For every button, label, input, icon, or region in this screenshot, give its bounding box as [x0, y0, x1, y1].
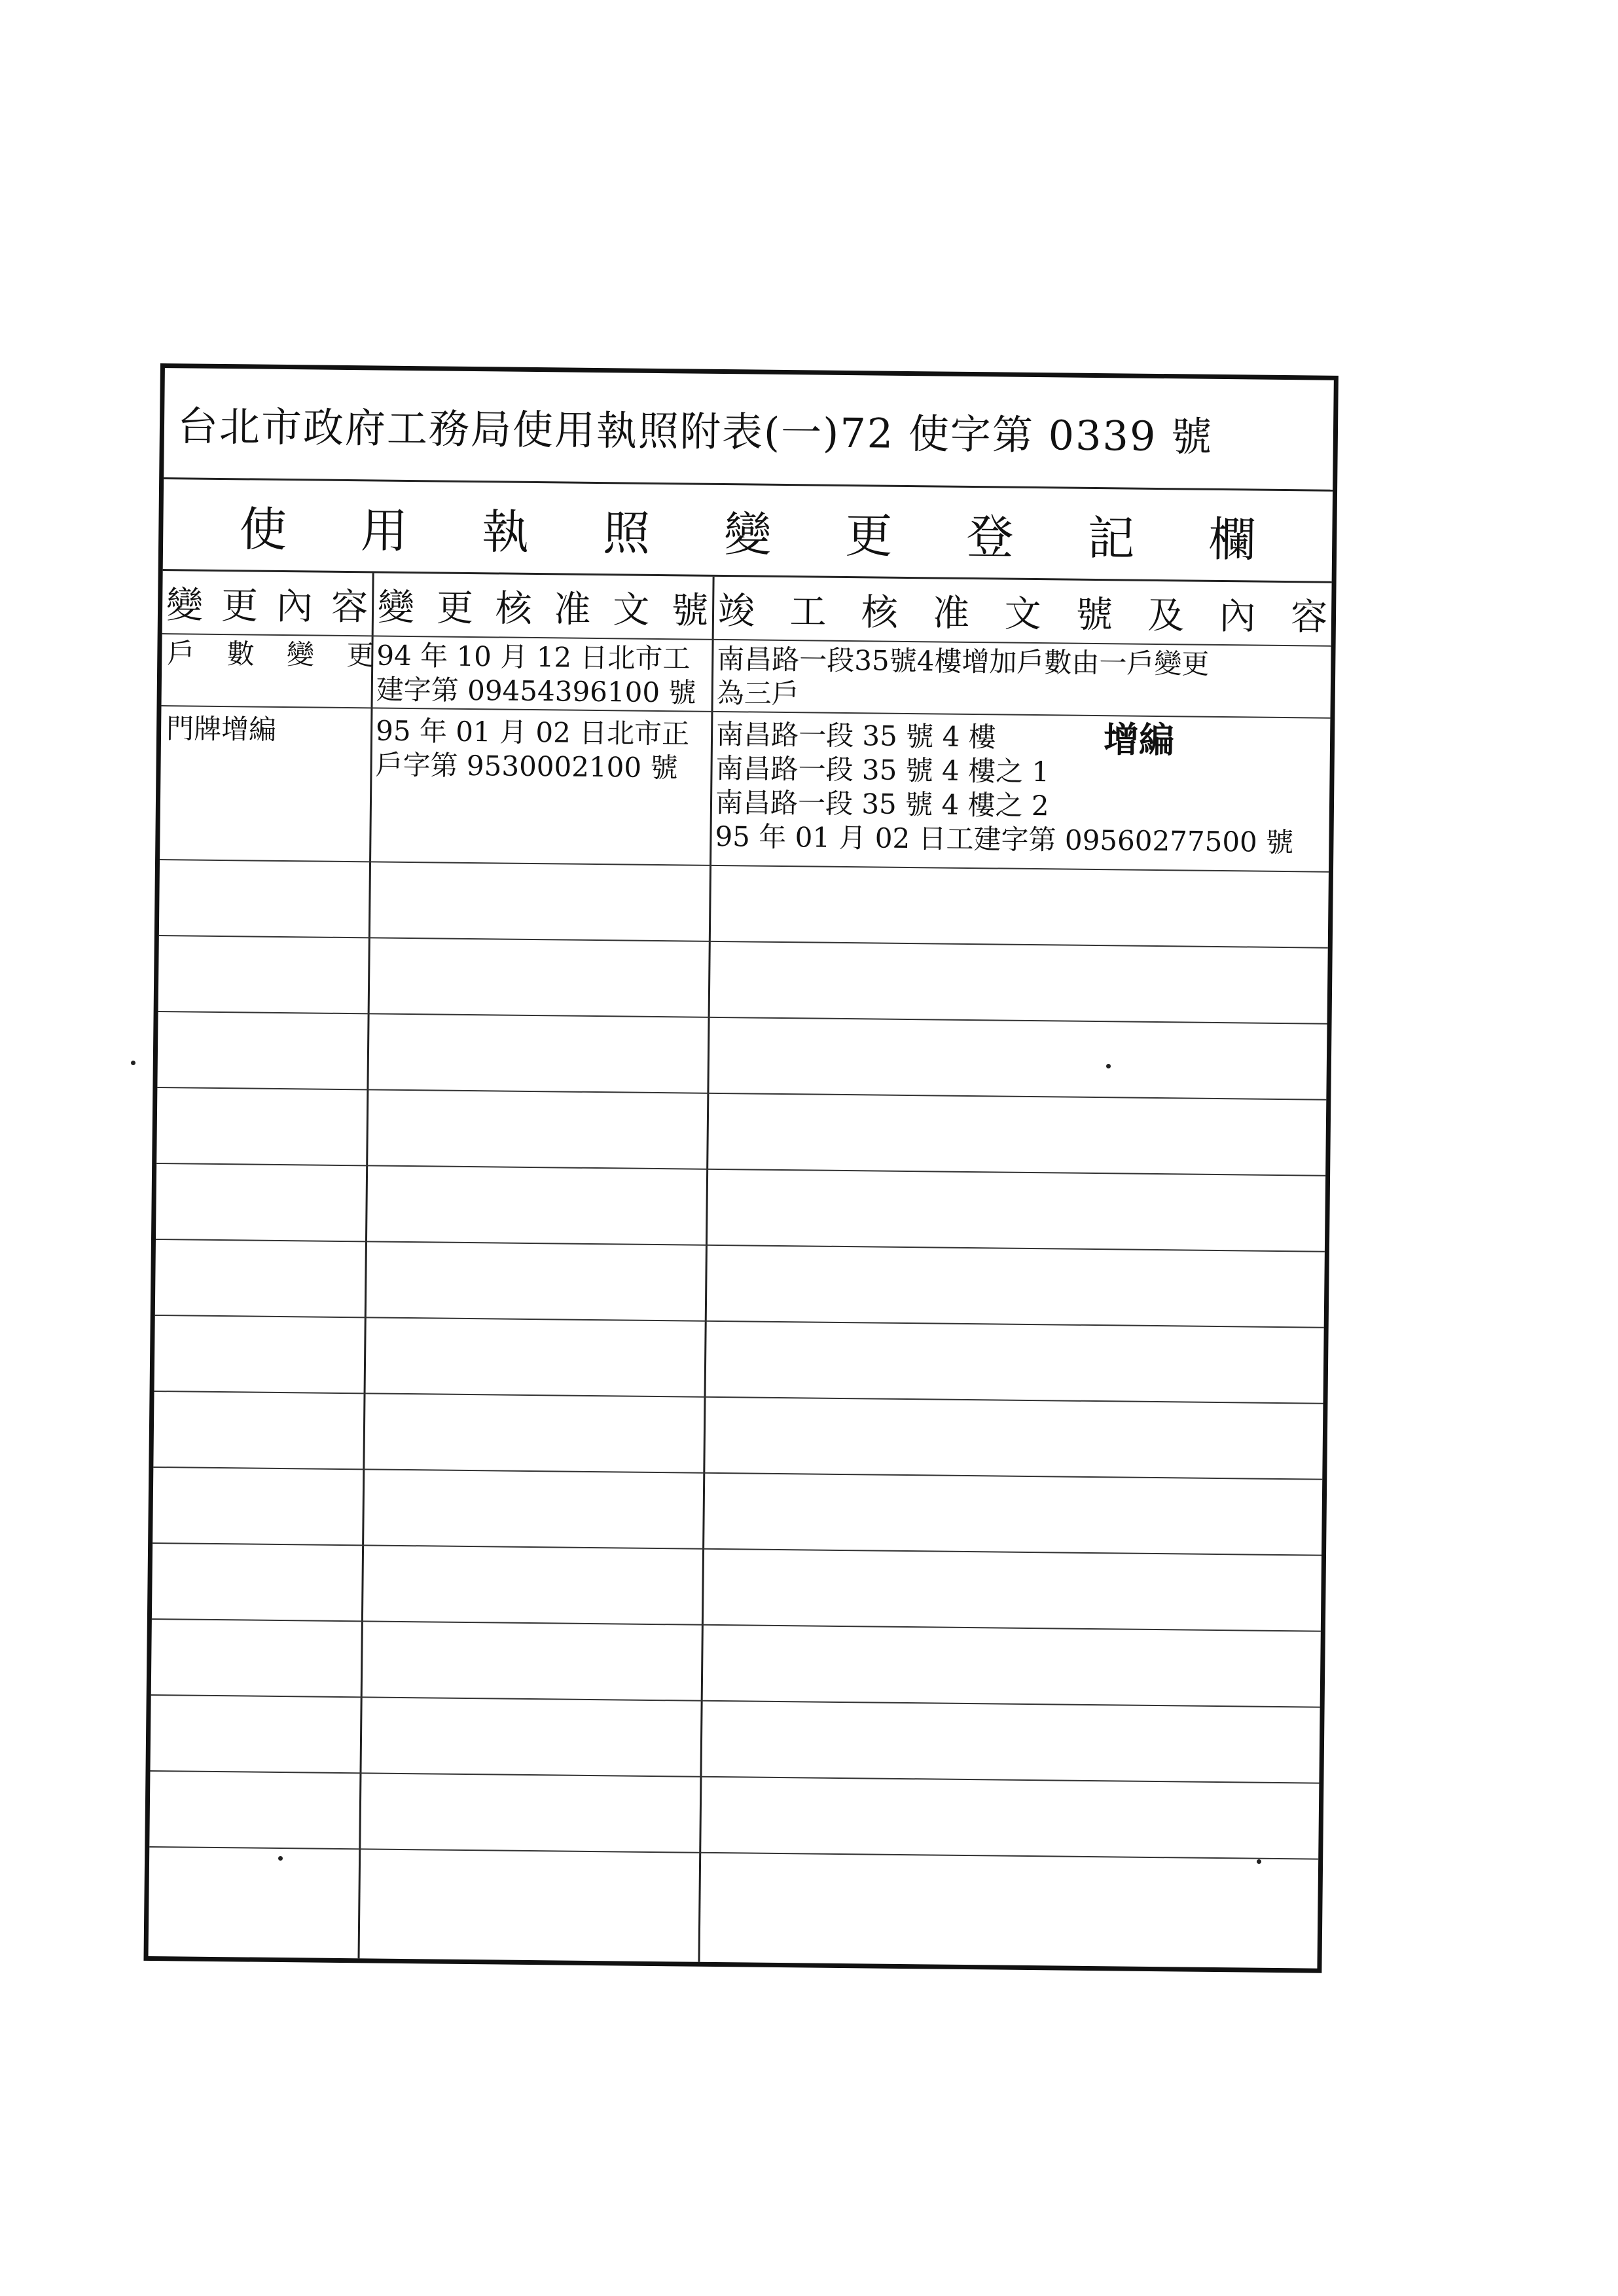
header-completion-details	[714, 577, 1332, 646]
row-divider	[154, 1391, 1323, 1404]
text-line: 94 年 10 月 12 日北市工	[376, 639, 691, 675]
header-char: 號	[671, 589, 709, 632]
text-line: 戶字第 9530002100 號	[375, 748, 678, 784]
section-heading-char: 照	[602, 505, 651, 561]
header-char: 變	[166, 583, 204, 627]
change-record-grid	[149, 571, 1332, 1969]
row1-details	[716, 642, 1209, 716]
column-divider	[698, 577, 714, 1962]
row-divider	[155, 1315, 1324, 1328]
row-divider	[152, 1618, 1321, 1632]
text-line: 南昌路一段35號4樓增加戶數由一戶變更	[717, 642, 1210, 680]
row-divider	[156, 1163, 1325, 1176]
row-divider	[158, 1011, 1327, 1025]
row-divider	[159, 935, 1328, 949]
section-heading-char: 更	[844, 507, 893, 564]
document-title-row	[164, 368, 1334, 492]
header-char: 更	[221, 584, 259, 628]
row-divider	[153, 1467, 1322, 1480]
text-line: 95 年 01 月 02 日工建字第 09560277500 號	[715, 820, 1294, 859]
row-divider	[151, 1694, 1320, 1708]
row1-approval-number	[376, 638, 697, 710]
section-heading-char: 執	[481, 503, 530, 560]
header-char: 及	[1147, 594, 1185, 637]
section-heading-row	[163, 479, 1333, 583]
text-line: 為三戶	[716, 676, 800, 710]
handwritten-note: 增編	[1103, 719, 1175, 761]
row-divider	[150, 1770, 1319, 1784]
row1-change-type: 戶 數 變 更	[167, 637, 386, 672]
scan-speck	[278, 1856, 283, 1861]
scan-speck	[1106, 1064, 1111, 1068]
text-line: 南昌路一段 35 號 4 樓之 1	[715, 752, 1050, 788]
text-line: 南昌路一段 35 號 4 樓之 2	[715, 786, 1049, 822]
row2-change-type: 門牌增編	[166, 712, 277, 746]
header-char: 內	[276, 585, 314, 628]
section-heading-char: 記	[1087, 510, 1136, 566]
header-char: 號	[1075, 593, 1113, 636]
row-divider	[153, 1542, 1321, 1556]
text-line: 南昌路一段 35 號 4 樓	[715, 718, 996, 754]
header-char: 變	[377, 586, 415, 629]
header-char: 准	[554, 587, 591, 631]
header-char: 容	[1290, 595, 1328, 639]
row2-details	[715, 718, 1295, 860]
column-divider	[358, 573, 374, 1958]
section-heading-char: 變	[723, 506, 772, 562]
license-appendix-table	[143, 363, 1338, 1973]
section-heading-char: 使	[239, 501, 287, 557]
header-char: 內	[1219, 594, 1257, 638]
header-char: 文	[612, 588, 650, 632]
section-heading-char: 用	[360, 502, 408, 558]
scan-speck	[131, 1061, 135, 1065]
header-char: 准	[932, 591, 970, 635]
text-line: 建字第 09454396100 號	[376, 673, 696, 709]
header-char: 工	[789, 590, 827, 634]
header-char: 文	[1004, 592, 1041, 636]
header-char: 核	[861, 591, 899, 634]
header-approval-number	[374, 573, 713, 638]
row-divider	[160, 859, 1329, 873]
row-divider	[157, 1087, 1326, 1101]
row-divider	[156, 1239, 1325, 1252]
header-change-content	[162, 571, 372, 635]
section-heading-char: 登	[966, 509, 1014, 565]
row-divider	[149, 1846, 1318, 1860]
text-line: 95 年 01 月 02 日北市正	[375, 714, 690, 750]
header-char: 更	[436, 586, 474, 630]
document-title: 台北市政府工務局使用執照附表(一)72 使字第 0339 號	[177, 402, 1214, 461]
section-heading-char: 欄	[1208, 511, 1257, 568]
row2-approval-number	[375, 714, 689, 785]
header-char: 核	[495, 587, 533, 630]
header-char: 竣	[717, 589, 755, 633]
scan-speck	[1257, 1859, 1261, 1864]
header-char: 容	[331, 585, 369, 629]
